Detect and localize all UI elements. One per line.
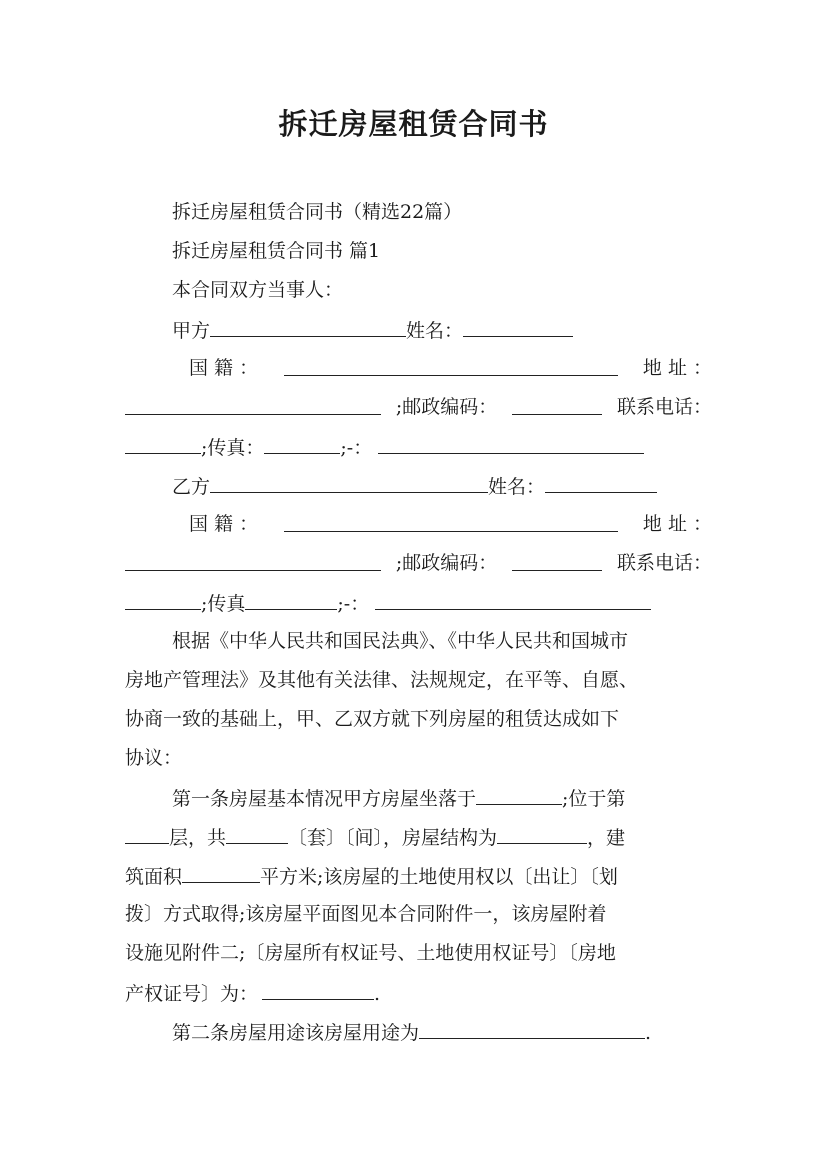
party-a-name-label: 姓名：	[406, 320, 464, 342]
party-a-dash-label: ;-：	[340, 437, 373, 459]
article1-line	[125, 824, 625, 850]
party-a-address-blank	[125, 395, 381, 415]
party-a-fax-blank	[264, 434, 340, 454]
article1-line	[125, 980, 380, 1006]
party-b-phone-blank	[125, 590, 201, 610]
party-b-phone-label: 联系电话：	[616, 552, 712, 574]
party-a-blank	[210, 317, 406, 337]
property-use-blank	[419, 1019, 645, 1039]
party-a-label: 甲方	[172, 320, 211, 342]
party-b-nationality-label: 国 籍 ：	[189, 513, 259, 535]
party-a-line	[172, 317, 573, 343]
party-b-dash-blank	[375, 590, 651, 610]
article1-text: 层，共	[169, 827, 227, 849]
party-a-phone-blank	[125, 434, 201, 454]
party-a-fax-line	[125, 434, 644, 460]
article1-text: 产权证号〕为：	[125, 983, 259, 1005]
party-b-name-label: 姓名：	[488, 476, 546, 498]
property-location-blank	[476, 785, 562, 805]
article1-text: 〔套〕〔间〕，房屋结构为	[288, 827, 498, 849]
article1-line	[172, 785, 625, 811]
party-b-nationality-line	[125, 512, 712, 536]
parties-intro: 本合同双方当事人：	[172, 279, 344, 301]
article1-text: ;位于第	[562, 788, 626, 810]
party-b-postcode-line	[125, 551, 712, 575]
party-a-phone-label: 联系电话：	[616, 396, 712, 418]
basis-paragraph-line: 协商一致的基础上，甲、乙双方就下列房屋的租赁达成如下	[125, 708, 620, 730]
basis-paragraph-line: 根据《中华人民共和国民法典》、《中华人民共和国城市	[172, 630, 629, 652]
article1-text: 筑面积	[125, 866, 183, 888]
party-b-dash-label: ;-：	[337, 593, 370, 615]
party-b-label: 乙方	[172, 476, 211, 498]
party-b-blank	[210, 473, 488, 493]
article1-text: ，建	[587, 827, 626, 849]
section-heading: 拆迁房屋租赁合同书 篇1	[172, 240, 381, 262]
floor-blank	[125, 824, 169, 844]
party-a-postcode-blank	[512, 395, 602, 415]
party-a-fax-label: ;传真：	[201, 437, 265, 459]
article1-line: 设施见附件二;〔房屋所有权证号、土地使用权证号〕〔房地	[125, 942, 616, 964]
article1-text: 第一条房屋基本情况甲方房屋坐落于	[172, 788, 477, 810]
party-b-fax-label: ;传真	[201, 593, 246, 615]
article2-line	[172, 1019, 651, 1045]
document-subtitle: 拆迁房屋租赁合同书（精选22篇）	[172, 201, 463, 223]
party-b-address-label: 地 址 ：	[642, 513, 712, 535]
party-a-dash-blank	[378, 434, 644, 454]
party-b-fax-blank	[245, 590, 337, 610]
unit-count-blank	[226, 824, 288, 844]
basis-paragraph-line: 协议：	[125, 747, 183, 769]
document-title: 拆迁房屋租赁合同书	[278, 107, 549, 141]
party-a-name-blank	[463, 317, 573, 337]
article1-line: 拨〕方式取得;该房屋平面图见本合同附件一，该房屋附着	[125, 903, 607, 925]
certificate-number-blank	[262, 980, 374, 1000]
party-b-line	[172, 473, 657, 499]
party-b-nationality-blank	[284, 512, 618, 532]
party-b-fax-line	[125, 590, 651, 616]
article1-text: .	[374, 983, 381, 1005]
article1-text: 平方米;该房屋的土地使用权以〔出让〕〔划	[260, 866, 618, 888]
party-a-postcode-label: ;邮政编码：	[395, 396, 498, 418]
article2-text: 第二条房屋用途该房屋用途为	[172, 1022, 420, 1044]
area-blank	[182, 863, 260, 883]
basis-paragraph-line: 房地产管理法》及其他有关法律、法规规定，在平等、自愿、	[125, 669, 639, 691]
article2-text: .	[645, 1022, 652, 1044]
party-a-address-label: 地 址 ：	[642, 357, 712, 379]
party-b-postcode-blank	[512, 551, 602, 571]
party-b-name-blank	[545, 473, 657, 493]
article1-line	[125, 863, 618, 889]
party-a-nationality-blank	[284, 356, 618, 376]
party-a-nationality-label: 国 籍 ：	[189, 357, 259, 379]
party-a-nationality-line	[125, 356, 712, 380]
party-a-postcode-line	[125, 395, 712, 419]
party-b-address-blank	[125, 551, 381, 571]
party-b-postcode-label: ;邮政编码：	[395, 552, 498, 574]
structure-blank	[497, 824, 587, 844]
